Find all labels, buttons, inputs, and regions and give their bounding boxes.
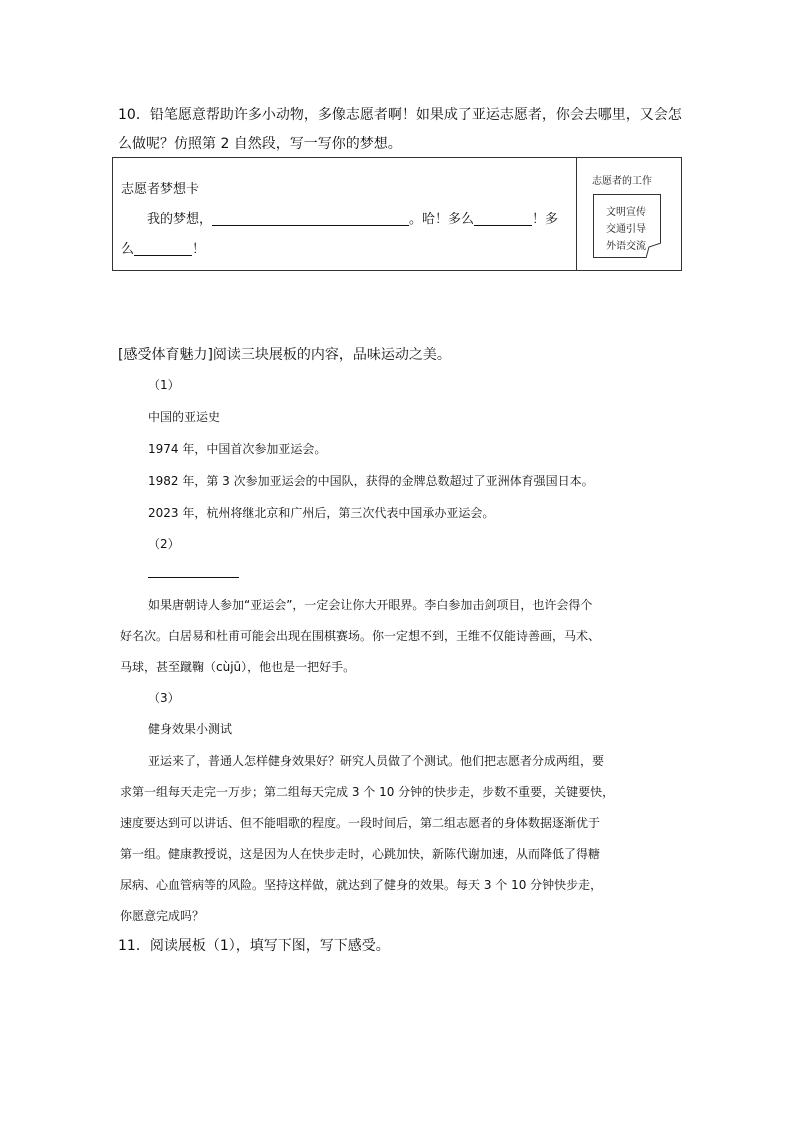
dream-card (112, 157, 682, 271)
dream-line2-prefix: 么 (121, 242, 135, 257)
dream-line-1 (147, 208, 558, 227)
panel2-title-blank[interactable] (148, 577, 239, 578)
dream-prefix: 我的梦想， (147, 212, 213, 227)
panel2-number: （2） (148, 537, 180, 551)
panel3-number: （3） (148, 691, 180, 705)
panel3-line-4: 第一组。健康教授说，这是因为人在快步走时，心跳加快，新陈代谢加速，从而降低了得糖 (120, 847, 601, 861)
panel3-line-3: 速度要达到可以讲话、但不能唱歌的程度。一段时间后，第二组志愿者的身体数据逐渐优于 (120, 816, 601, 830)
panel1-number: （1） (148, 378, 180, 392)
panel1-line-1: 1974 年，中国首次参加亚运会。 (148, 442, 327, 456)
dream-blank-3[interactable] (134, 241, 192, 256)
q10-line2: 么做呢？仿照第 2 自然段，写一写你的梦想。 (118, 136, 402, 152)
side-title: 志愿者的工作 (592, 176, 652, 187)
page-curl-icon (646, 243, 661, 258)
volunteer-work-note (593, 194, 661, 258)
dream-mid: 。哈！多么 (409, 212, 475, 227)
dream-line-2 (121, 238, 205, 257)
side-item-2: 交通引导 (606, 224, 646, 235)
dream-line2-suffix: ！ (192, 242, 206, 257)
q11-text: 11．阅读展板（1），填写下图，写下感受。 (118, 938, 390, 954)
panel2-line-3: 马球，甚至蹴鞠（cùjū），他也是一把好手。 (120, 660, 356, 674)
panel3-line-2: 求第一组每天走完一万步；第二组每天完成 3 个 10 分钟的快步走，步数不重要，关键要快， (120, 785, 615, 799)
panel1-line-3: 2023 年，杭州将继北京和广州后，第三次代表中国承办亚运会。 (148, 506, 495, 520)
panel1-line-2: 1982 年，第 3 次参加亚运会的中国队，获得的金牌总数超过了亚洲体育强国日本。 (148, 474, 594, 488)
side-item-1: 文明宣传 (606, 207, 646, 218)
section-heading: [感受体育魅力]阅读三块展板的内容，品味运动之美。 (118, 347, 451, 363)
panel2-line-1: 如果唐朝诗人参加“亚运会”，一定会让你大开眼界。李白参加击剑项目，也许会得个 (148, 598, 593, 612)
panel2-line-2: 好名次。白居易和杜甫可能会出现在围棋赛场。你一定想不到，王维不仅能诗善画，马术、 (120, 629, 601, 643)
panel3-line-5: 尿病、心血管病等的风险。坚持这样做，就达到了健身的效果。每天 3 个 10 分钟快步走， (120, 878, 603, 892)
panel3-line-6: 你愿意完成吗？ (120, 909, 205, 923)
dream-exclaim: ！多 (532, 212, 559, 227)
dream-card-title: 志愿者梦想卡 (121, 182, 200, 197)
dream-blank-2[interactable] (474, 211, 532, 226)
side-item-3: 外语交流 (606, 241, 646, 252)
q10-line1: 10．铅笔愿意帮助许多小动物，多像志愿者啊！如果成了亚运志愿者，你会去哪里，又会怎 (118, 107, 682, 123)
panel1-title: 中国的亚运史 (148, 410, 221, 424)
panel3-line-1: 亚运来了，普通人怎样健身效果好？研究人员做了个测试。他们把志愿者分成两组，要 (148, 754, 605, 768)
dream-blank-1[interactable] (212, 211, 409, 226)
panel3-title: 健身效果小测试 (148, 722, 233, 736)
card-divider (576, 158, 577, 270)
